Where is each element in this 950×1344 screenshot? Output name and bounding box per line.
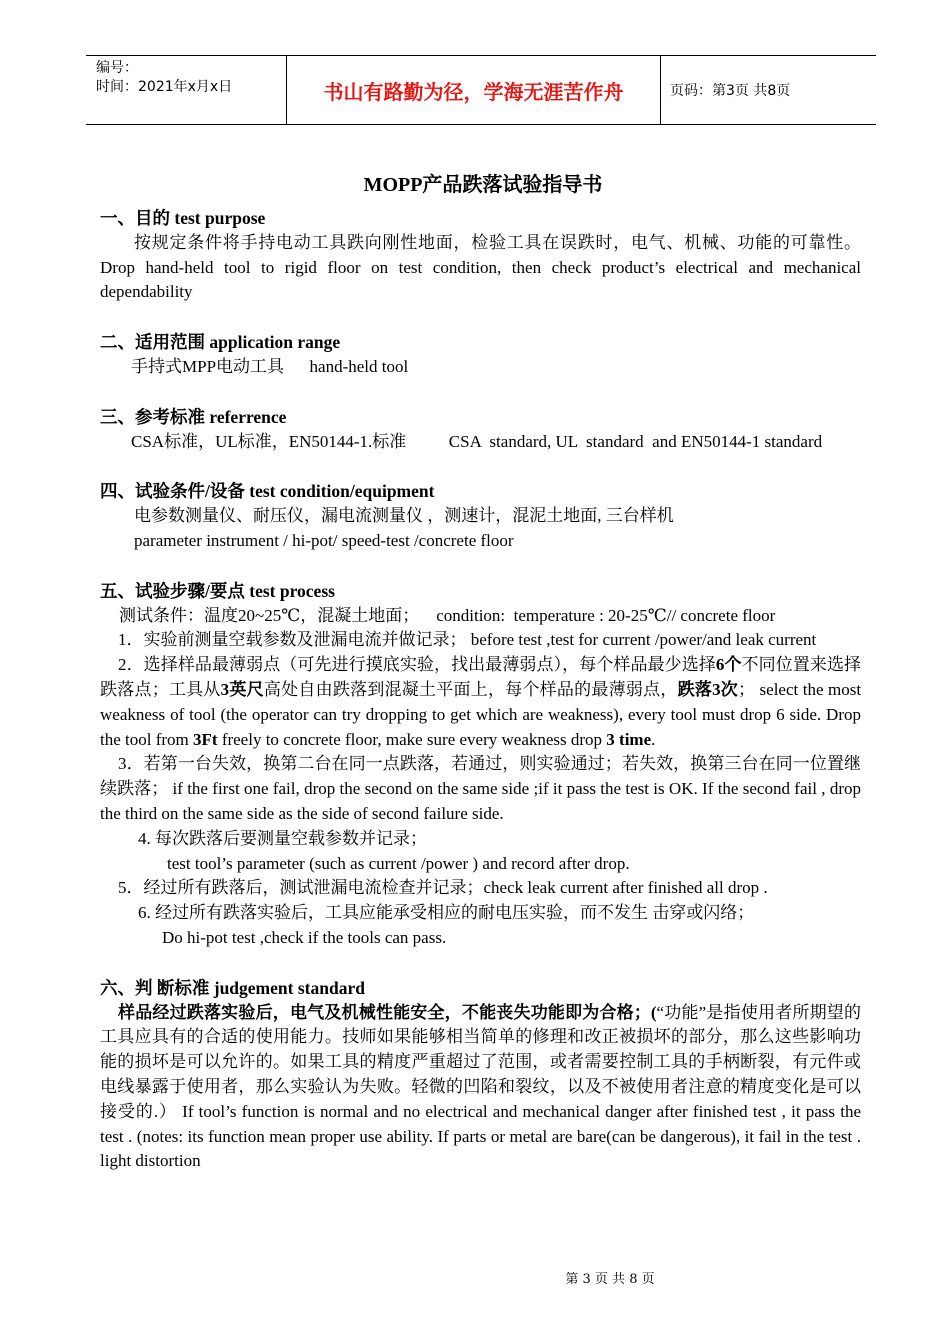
section-5-heading: 五、试验步骤/要点 test process bbox=[100, 580, 335, 601]
section-5-step-3: 3．若第一台失效，换第二台在同一点跌落，若通过，则实验通过；若失效，换第三台在同一位置继续跌落； if the first one fail, drop the second on the same side ;if it pass the test is OK. If the second fail , drop the third on the same side as the side of second failure side. bbox=[100, 754, 861, 823]
section-6-body: 样品经过跌落实验后，电气及机械性能安全，不能丧失功能即为合格；(“功能”是指使用者所期望的工具应具有的合适的使用能力。技师如果能够相当简单的修理和改正被损坏的部分，那么这些影响功能的损坏是可以允许的。如果工具的精度严重超过了范围，或者需要控制工具的手柄断裂，有元件或电线暴露于使用者，那么实验认为失败。轻微的凹陷和裂纹，以及不被使用者注意的精度变化是可以接受的.） If tool’s function is normal and no electrical and mechanical danger after finished test , it pass the test . (notes: its function mean proper use ability. If parts or metal are bare(can be dangerous), it fail in the test . light distortion bbox=[100, 1002, 861, 1171]
section-5-step-4b: test tool’s parameter (such as current /power ) and record after drop. bbox=[167, 853, 630, 873]
section-5-step-5: 5．经过所有跌落后，测试泄漏电流检查并记录；check leak current after finished all drop . bbox=[118, 878, 768, 898]
section-2-heading: 二、适用范围 application range bbox=[100, 332, 341, 353]
number-label: 编号： bbox=[96, 60, 138, 76]
section-5-step-2: 2．选择样品最薄弱点（可先进行摸底实验，找出最薄弱点），每个样品最少选择6个不同位置来选择跌落点；工具从3英尺高处自由跌落到混凝土平面上，每个样品的最薄弱点，跌落3次； select the most weakness of tool (the operator can try dropping to get which are weakness), every tool must drop 6 side. Drop the tool from 3Ft freely to concrete floor, make sure every weakness drop 3 time. bbox=[100, 655, 862, 749]
document-body bbox=[100, 206, 861, 1174]
section-5-step-6b: Do hi-pot test ,check if the tools can pass. bbox=[162, 927, 447, 947]
document-title: MOPP产品跌落试验指导书 bbox=[363, 174, 603, 196]
section-5-step-6a: 6. 经过所有跌落实验后，工具应能承受相应的耐电压实验，而不发生 击穿或闪络； bbox=[138, 903, 755, 923]
page-header bbox=[86, 55, 876, 125]
header-page-info: 页码：第3页 共8页 bbox=[670, 83, 791, 99]
header-motto: 书山有路勤为径，学海无涯苦作舟 bbox=[287, 56, 661, 124]
date-label: 时间：2021年x月x日 bbox=[96, 79, 233, 95]
section-6-heading: 六、判 断标准 judgement standard bbox=[100, 977, 365, 998]
section-3-body: CSA标准，UL标准，EN50144-1.标准 CSA standard, UL standard and EN50144-1 standard bbox=[131, 431, 823, 451]
page-footer: 第 3 页 共 8 页 bbox=[565, 1272, 655, 1287]
section-4-line-2: parameter instrument / hi-pot/ speed-test /concrete floor bbox=[134, 530, 514, 550]
section-5-step-1: 1．实验前测量空载参数及泄漏电流并做记录； before test ,test for current /power/and leak current bbox=[118, 630, 817, 650]
section-5-condition: 测试条件：温度20~25℃，混凝土地面； condition: temperature : 20-25℃// concrete floor bbox=[119, 605, 776, 625]
section-3-heading: 三、参考标准 referrence bbox=[100, 406, 287, 427]
section-1-body: 按规定条件将手持电动工具跌向刚性地面，检验工具在误跌时，电气、机械、功能的可靠性。Drop hand-held tool to rigid floor on test condition, then check product’s electrical and mechanical dependability bbox=[100, 232, 861, 302]
section-1-heading: 一、目的 test purpose bbox=[100, 208, 266, 228]
header-meta bbox=[86, 56, 287, 124]
section-2-body: 手持式MPP电动工具 hand-held tool bbox=[131, 356, 409, 376]
section-4-line-1: 电参数测量仪、耐压仪，漏电流测量仪 ，测速计，混泥土地面, 三台样机 bbox=[134, 506, 674, 526]
section-4-heading: 四、试验条件/设备 test condition/equipment bbox=[100, 481, 435, 502]
section-5-step-4a: 4. 每次跌落后要测量空载参数并记录； bbox=[138, 828, 427, 848]
